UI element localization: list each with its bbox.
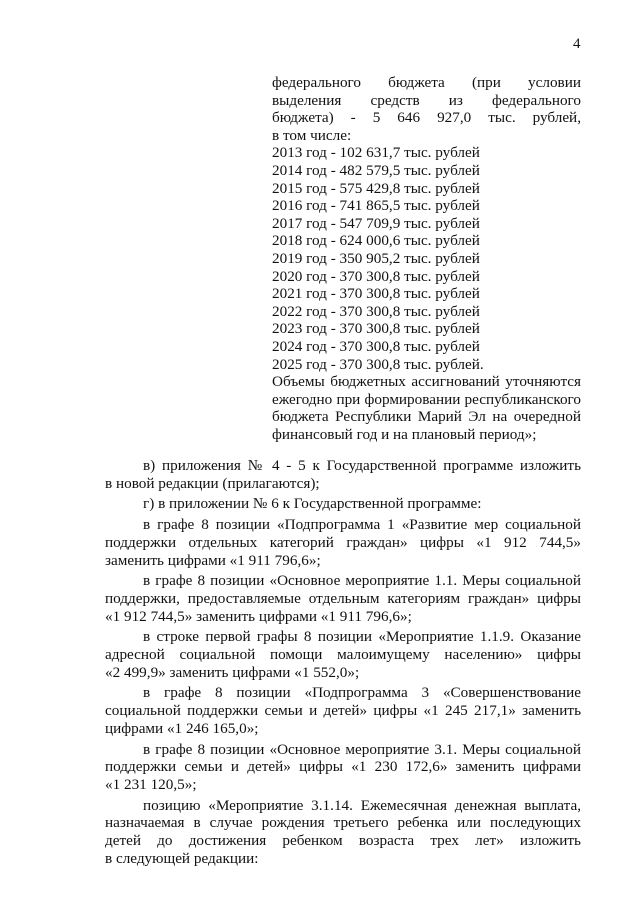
amendments-text	[105, 457, 581, 867]
paragraph	[105, 572, 581, 625]
funding-year-line: 2013 год - 102 631,7 тыс. рублей	[272, 144, 480, 162]
paragraph	[105, 797, 581, 868]
paragraph	[105, 741, 581, 794]
funding-note-line: ежегодно при формировании республиканского	[272, 390, 581, 408]
paragraph	[105, 516, 581, 569]
funding-incl: в том числе:	[272, 126, 352, 144]
paragraph-line: адресной социальной помощи малоимущему населению» цифры	[105, 646, 581, 664]
funding-year-line: 2016 год - 741 865,5 тыс. рублей	[272, 197, 480, 215]
funding-year-line: 2022 год - 370 300,8 тыс. рублей	[272, 302, 480, 320]
paragraph-line: детей до достижения ребенком возраста трех лет» изложить	[105, 832, 581, 850]
paragraph-line: назначаемая в случае рождения третьего ребенка или последующих	[105, 814, 581, 832]
paragraph-line: социальной поддержки семьи и детей» цифры «1 245 217,1» заменить	[105, 702, 581, 720]
funding-year-line: 2024 год - 370 300,8 тыс. рублей	[272, 337, 480, 355]
funding-block	[272, 74, 581, 443]
funding-year-line: 2015 год - 575 429,8 тыс. рублей	[272, 179, 480, 197]
funding-year-line: 2017 год - 547 709,9 тыс. рублей	[272, 214, 480, 232]
paragraph-line: в) приложения № 4 - 5 к Государственной программе изложить	[143, 457, 581, 474]
paragraph-line: в строке первой графы 8 позиции «Мероприятие 1.1.9. Оказание	[143, 628, 581, 646]
funding-year-line: 2023 год - 370 300,8 тыс. рублей	[272, 320, 480, 338]
paragraph	[105, 628, 581, 681]
paragraph-line: в графе 8 позиции «Основное мероприятие 3.1. Меры социальной	[143, 740, 581, 758]
paragraph	[105, 684, 581, 737]
funding-note-line: бюджета Республики Марий Эл на очередной	[272, 408, 581, 426]
funding-years-list	[272, 144, 581, 373]
funding-year-line: 2021 год - 370 300,8 тыс. рублей	[272, 285, 480, 303]
paragraph-line: поддержки отдельных категорий граждан» цифры «1 912 744,5»	[105, 533, 581, 551]
paragraph-line: в графе 8 позиции «Подпрограмма 1 «Развитие мер социальной	[143, 516, 581, 534]
paragraph-line: позицию «Мероприятие 3.1.14. Ежемесячная денежная выплата,	[143, 796, 581, 814]
paragraph-line: поддержки семьи и детей» цифры «1 230 172,6» заменить цифрами	[105, 758, 581, 776]
paragraph	[105, 495, 581, 513]
paragraph-line: «1 912 744,5» заменить цифрами «1 911 796,6»;	[105, 607, 412, 625]
paragraph-line: «2 499,9» заменить цифрами «1 552,0»;	[105, 663, 360, 681]
funding-year-line: 2020 год - 370 300,8 тыс. рублей	[272, 267, 480, 285]
paragraph-line: г) в приложении № 6 к Государственной программе:	[143, 495, 482, 513]
paragraph	[105, 457, 581, 492]
funding-note-line: Объемы бюджетных ассигнований уточняются	[272, 373, 581, 391]
funding-line: федерального бюджета (при условии	[272, 74, 581, 91]
funding-year-line: 2025 год - 370 300,8 тыс. рублей.	[272, 355, 484, 373]
funding-year-line: 2014 год - 482 579,5 тыс. рублей	[272, 161, 480, 179]
paragraph-line: цифрами «1 246 165,0»;	[105, 719, 259, 737]
paragraph-line: в следующей редакции:	[105, 849, 259, 867]
paragraph-line: в новой редакции (прилагаются);	[105, 474, 320, 492]
paragraph-line: «1 231 120,5»;	[105, 775, 197, 793]
funding-line: выделения средств из федерального	[272, 91, 581, 109]
paragraph-line: в графе 8 позиции «Основное мероприятие 1.1. Меры социальной	[143, 572, 581, 590]
paragraph-line: заменить цифрами «1 911 796,6»;	[105, 551, 321, 569]
funding-line: бюджета) - 5 646 927,0 тыс. рублей,	[272, 109, 581, 127]
funding-year-line: 2019 год - 350 905,2 тыс. рублей	[272, 249, 480, 267]
funding-note-line: финансовый год и на плановый период»;	[272, 425, 537, 443]
page-number: 4	[573, 36, 581, 52]
paragraph-line: поддержки, предоставляемые отдельным категориям граждан» цифры	[105, 589, 581, 607]
funding-year-line: 2018 год - 624 000,6 тыс. рублей	[272, 232, 480, 250]
paragraph-line: в графе 8 позиции «Подпрограмма 3 «Совершенствование	[143, 684, 581, 702]
